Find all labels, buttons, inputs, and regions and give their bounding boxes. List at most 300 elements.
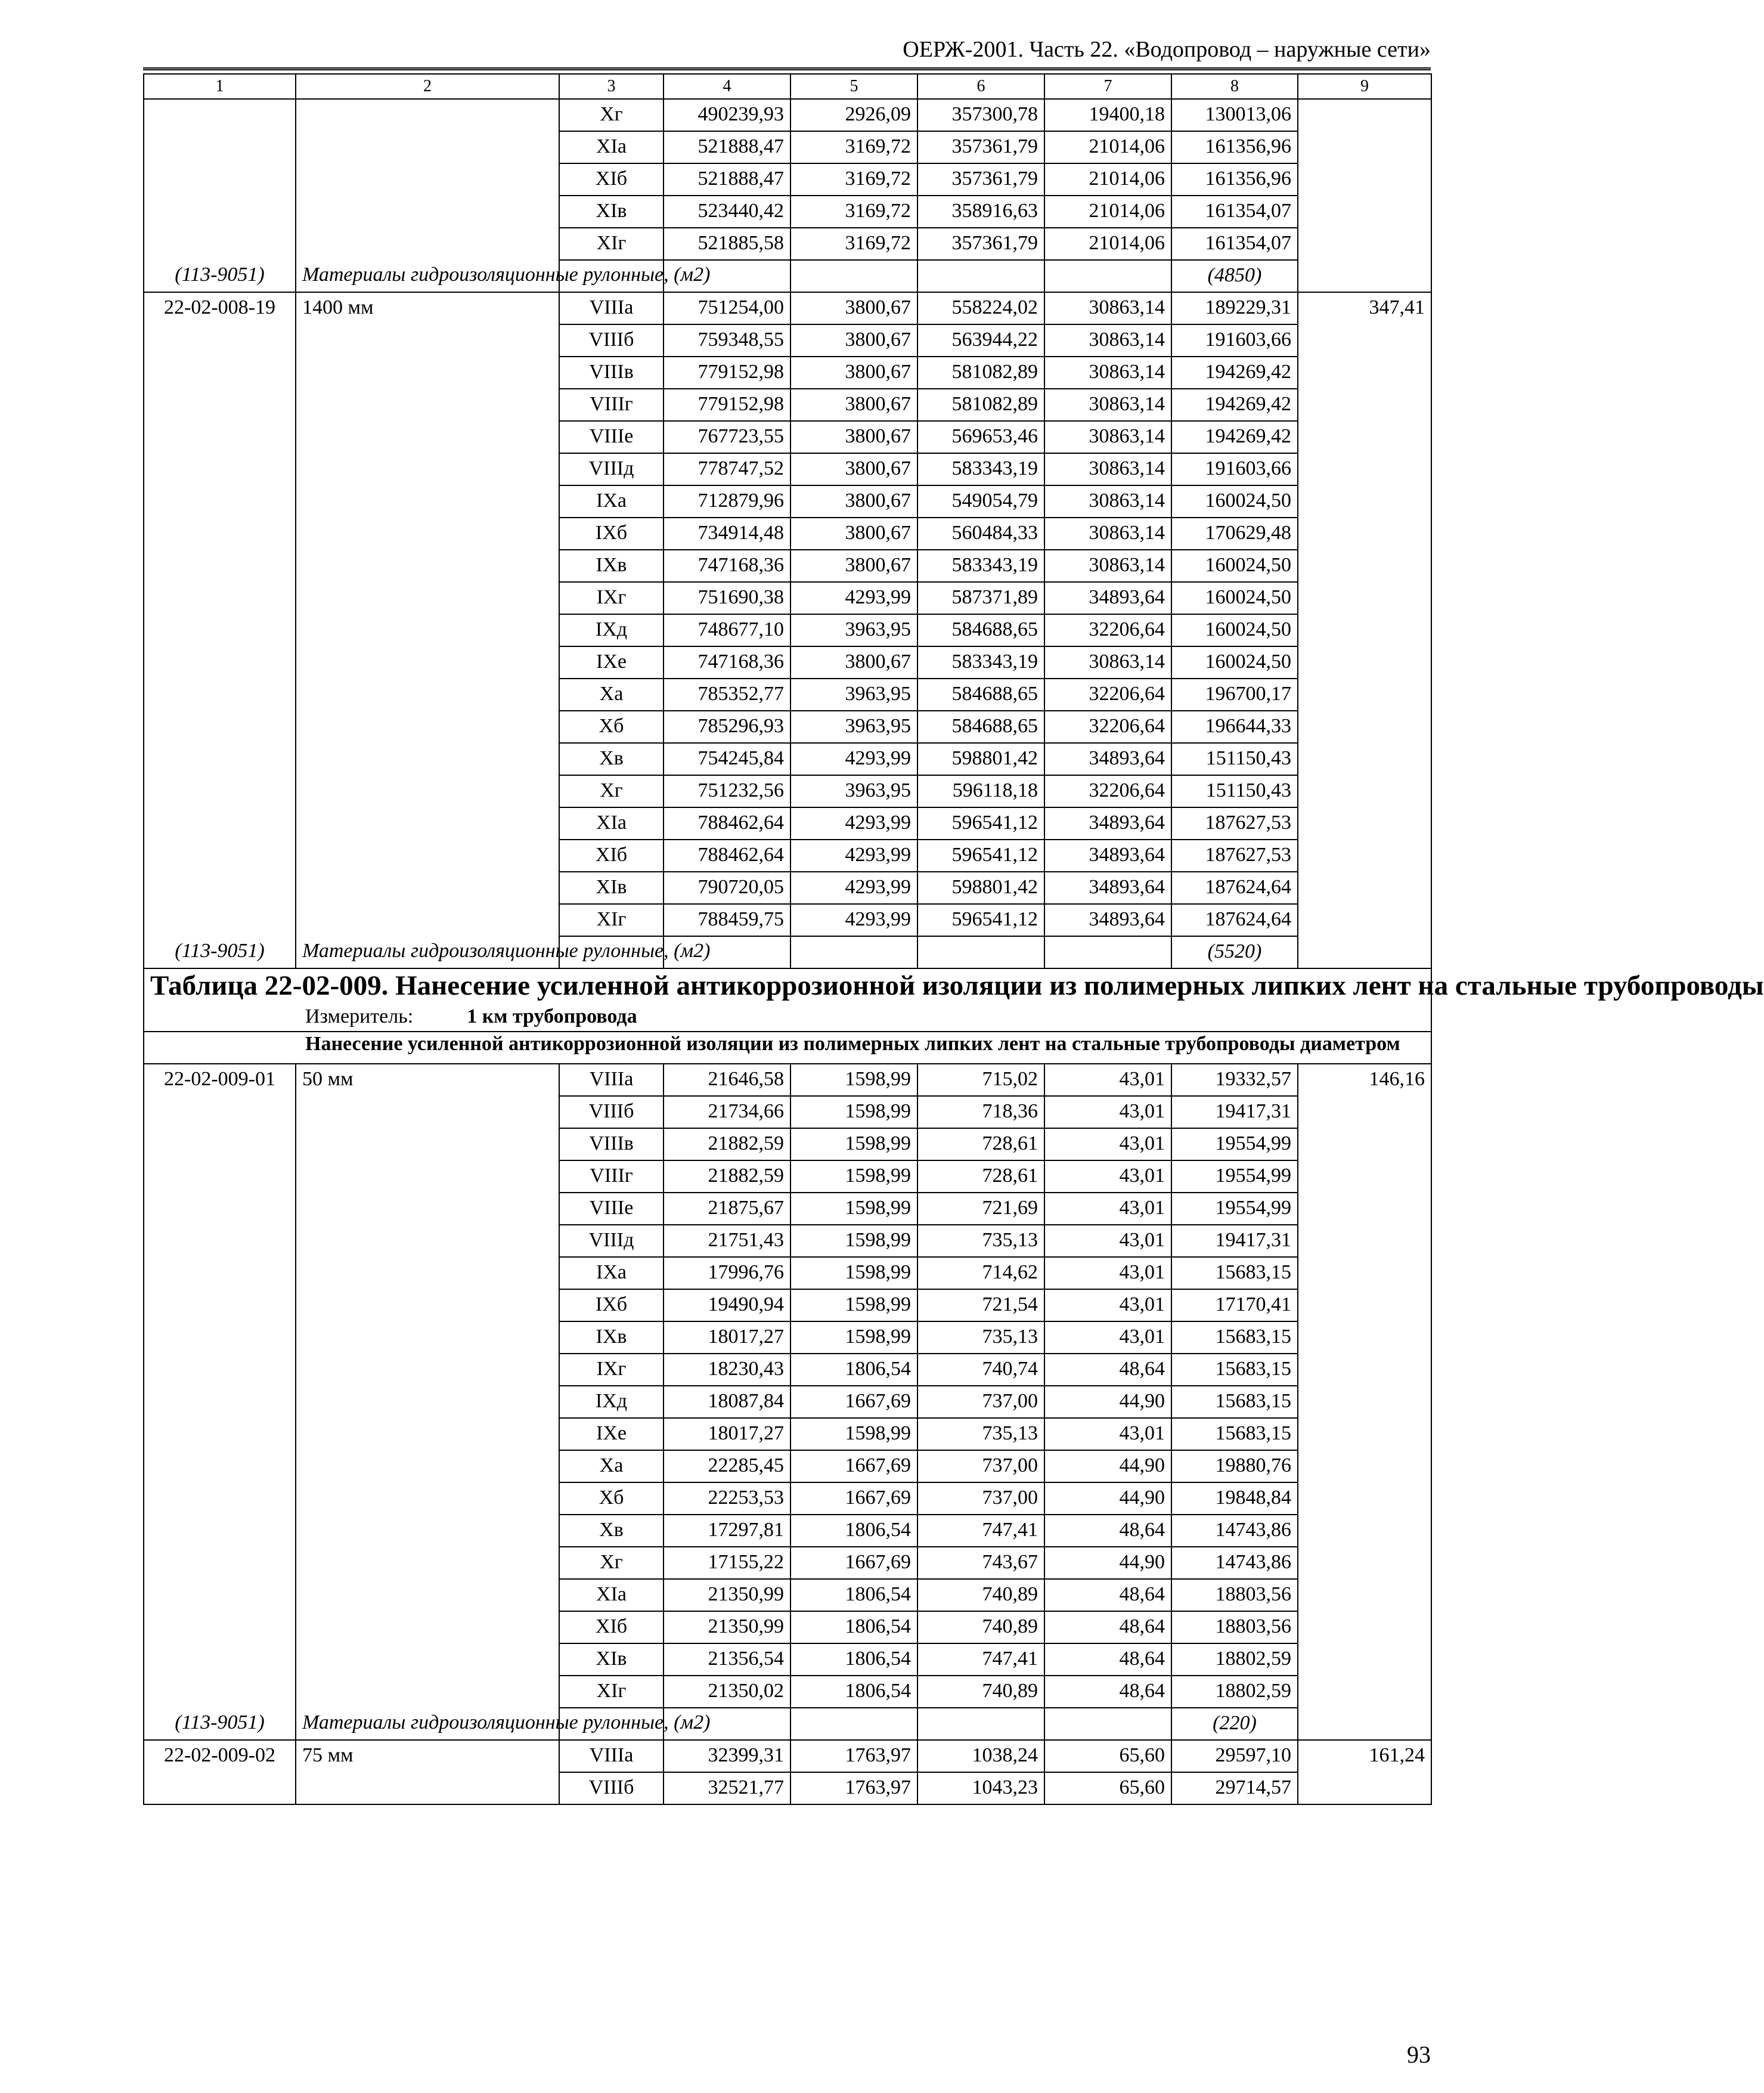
value-cell: 15683,15 — [1171, 1418, 1298, 1450]
col9-value: 161,24 — [1298, 1740, 1431, 1804]
value-cell: 22253,53 — [664, 1482, 790, 1515]
value-cell: 48,64 — [1044, 1354, 1171, 1386]
value-cell: 569653,46 — [917, 421, 1044, 453]
value-cell: 191603,66 — [1171, 324, 1298, 357]
value-cell: 1598,99 — [790, 1289, 917, 1321]
value-cell: 151150,43 — [1171, 743, 1298, 775]
zone-cell: VIIIе — [559, 1193, 664, 1225]
zone-cell: VIIIв — [559, 357, 664, 389]
zone-cell: XIа — [559, 131, 664, 163]
value-cell: 43,01 — [1044, 1418, 1171, 1450]
value-cell: 34893,64 — [1044, 904, 1171, 936]
column-number: 2 — [296, 74, 559, 99]
value-cell: 767723,55 — [664, 421, 790, 453]
value-cell: 721,54 — [917, 1289, 1044, 1321]
zone-cell: IXг — [559, 1354, 664, 1386]
zone-cell: XIа — [559, 1579, 664, 1611]
value-cell: 19880,76 — [1171, 1450, 1298, 1482]
value-cell: 1806,54 — [790, 1611, 917, 1643]
value-cell: 21646,58 — [664, 1064, 790, 1096]
zone-cell: IXв — [559, 1321, 664, 1354]
value-cell: 558224,02 — [917, 292, 1044, 324]
empty-cell — [917, 1708, 1044, 1740]
table-row — [144, 99, 1431, 131]
value-cell: 1806,54 — [790, 1643, 917, 1676]
value-cell: 596118,18 — [917, 775, 1044, 807]
value-cell: 3169,72 — [790, 163, 917, 196]
zone-cell: IXе — [559, 1418, 664, 1450]
value-cell: 490239,93 — [664, 99, 790, 131]
zone-cell: IXа — [559, 1257, 664, 1289]
value-cell: 1598,99 — [790, 1096, 917, 1128]
value-cell: 583343,19 — [917, 646, 1044, 679]
material-code: (113-9051) — [144, 936, 296, 968]
value-cell: 21350,99 — [664, 1579, 790, 1611]
value-cell: 596541,12 — [917, 807, 1044, 840]
empty-cell — [1044, 936, 1171, 968]
value-cell: 779152,98 — [664, 357, 790, 389]
item-name: 50 мм — [296, 1064, 559, 1708]
value-cell: 721,69 — [917, 1193, 1044, 1225]
rate-code: 22-02-008-19 — [144, 292, 296, 936]
value-cell: 15683,15 — [1171, 1321, 1298, 1354]
value-cell: 747168,36 — [664, 646, 790, 679]
value-cell: 3963,95 — [790, 614, 917, 646]
zone-cell: IXе — [559, 646, 664, 679]
value-cell: 21734,66 — [664, 1096, 790, 1128]
value-cell: 18017,27 — [664, 1418, 790, 1450]
value-cell: 19417,31 — [1171, 1225, 1298, 1257]
value-cell: 21882,59 — [664, 1128, 790, 1160]
table-row — [144, 292, 1431, 324]
value-cell: 1667,69 — [790, 1482, 917, 1515]
zone-cell: Xа — [559, 679, 664, 711]
value-cell: 778747,52 — [664, 453, 790, 485]
value-cell: 728,61 — [917, 1160, 1044, 1193]
empty-cell — [917, 936, 1044, 968]
value-cell: 779152,98 — [664, 389, 790, 421]
empty-cell — [1044, 1708, 1171, 1740]
value-cell: 18230,43 — [664, 1354, 790, 1386]
value-cell: 34893,64 — [1044, 807, 1171, 840]
value-cell: 21350,99 — [664, 1611, 790, 1643]
value-cell: 715,02 — [917, 1064, 1044, 1096]
value-cell: 14743,86 — [1171, 1547, 1298, 1579]
value-cell: 160024,50 — [1171, 646, 1298, 679]
value-cell: 521888,47 — [664, 131, 790, 163]
material-row — [144, 260, 1431, 292]
value-cell: 583343,19 — [917, 453, 1044, 485]
value-cell: 751690,38 — [664, 582, 790, 614]
value-cell: 43,01 — [1044, 1128, 1171, 1160]
value-cell: 32206,64 — [1044, 711, 1171, 743]
value-cell: 32206,64 — [1044, 775, 1171, 807]
value-cell: 1598,99 — [790, 1225, 917, 1257]
value-cell: 15683,15 — [1171, 1354, 1298, 1386]
zone-cell: IXд — [559, 1386, 664, 1418]
empty-cell — [1044, 260, 1171, 292]
empty-cell — [790, 260, 917, 292]
zone-cell: IXа — [559, 485, 664, 518]
value-cell: 1598,99 — [790, 1064, 917, 1096]
value-cell: 754245,84 — [664, 743, 790, 775]
zone-cell: Xг — [559, 99, 664, 131]
value-cell: 740,89 — [917, 1579, 1044, 1611]
value-cell: 196644,33 — [1171, 711, 1298, 743]
value-cell: 3800,67 — [790, 357, 917, 389]
item-name: 1400 мм — [296, 292, 559, 936]
zone-cell: XIб — [559, 163, 664, 196]
value-cell: 187627,53 — [1171, 807, 1298, 840]
value-cell: 48,64 — [1044, 1676, 1171, 1708]
value-cell: 563944,22 — [917, 324, 1044, 357]
rate-code — [144, 99, 296, 260]
value-cell: 15683,15 — [1171, 1386, 1298, 1418]
material-value: (4850) — [1171, 260, 1298, 292]
page-header: ОЕРЖ-2001. Часть 22. «Водопровод – наружные сети» — [903, 37, 1431, 62]
value-cell: 65,60 — [1044, 1740, 1171, 1772]
zone-cell: XIв — [559, 872, 664, 904]
value-cell: 32206,64 — [1044, 679, 1171, 711]
col9-value — [1298, 99, 1431, 292]
value-cell: 3963,95 — [790, 711, 917, 743]
value-cell: 581082,89 — [917, 357, 1044, 389]
table-title-row — [144, 968, 1431, 1032]
zone-cell: Xб — [559, 711, 664, 743]
value-cell: 48,64 — [1044, 1643, 1171, 1676]
zone-cell: Xг — [559, 1547, 664, 1579]
zone-cell: VIIIе — [559, 421, 664, 453]
value-cell: 584688,65 — [917, 711, 1044, 743]
value-cell: 581082,89 — [917, 389, 1044, 421]
value-cell: 735,13 — [917, 1418, 1044, 1450]
table-title-cell — [144, 968, 1764, 1032]
column-number: 9 — [1298, 74, 1431, 99]
value-cell: 34893,64 — [1044, 872, 1171, 904]
value-cell: 714,62 — [917, 1257, 1044, 1289]
value-cell: 3800,67 — [790, 550, 917, 582]
value-cell: 358916,63 — [917, 196, 1044, 228]
value-cell: 751232,56 — [664, 775, 790, 807]
empty-cell — [917, 260, 1044, 292]
header-rule — [143, 67, 1431, 70]
value-cell: 549054,79 — [917, 485, 1044, 518]
value-cell: 743,67 — [917, 1547, 1044, 1579]
value-cell: 43,01 — [1044, 1257, 1171, 1289]
zone-cell: XIв — [559, 196, 664, 228]
value-cell: 30863,14 — [1044, 453, 1171, 485]
zone-cell: Xа — [559, 1450, 664, 1482]
value-cell: 1598,99 — [790, 1321, 917, 1354]
value-cell: 357361,79 — [917, 131, 1044, 163]
value-cell: 34893,64 — [1044, 840, 1171, 872]
value-cell: 1598,99 — [790, 1128, 917, 1160]
value-cell: 15683,15 — [1171, 1257, 1298, 1289]
value-cell: 18802,59 — [1171, 1676, 1298, 1708]
material-name: Материалы гидроизоляционные рулонные, (м2) — [296, 260, 559, 292]
value-cell: 48,64 — [1044, 1611, 1171, 1643]
value-cell: 187624,64 — [1171, 904, 1298, 936]
value-cell: 43,01 — [1044, 1096, 1171, 1128]
value-cell: 751254,00 — [664, 292, 790, 324]
value-cell: 1598,99 — [790, 1193, 917, 1225]
item-name — [296, 99, 559, 260]
column-number: 7 — [1044, 74, 1171, 99]
value-cell: 740,74 — [917, 1354, 1044, 1386]
material-value: (5520) — [1171, 936, 1298, 968]
zone-cell: XIг — [559, 1676, 664, 1708]
zone-cell: XIг — [559, 228, 664, 260]
value-cell: 3800,67 — [790, 485, 917, 518]
value-cell: 3800,67 — [790, 646, 917, 679]
value-cell: 521888,47 — [664, 163, 790, 196]
value-cell: 21875,67 — [664, 1193, 790, 1225]
value-cell: 30863,14 — [1044, 389, 1171, 421]
value-cell: 19400,18 — [1044, 99, 1171, 131]
value-cell: 747,41 — [917, 1515, 1044, 1547]
value-cell: 357300,78 — [917, 99, 1044, 131]
zone-cell: VIIIб — [559, 1772, 664, 1804]
value-cell: 65,60 — [1044, 1772, 1171, 1804]
value-cell: 523440,42 — [664, 196, 790, 228]
value-cell: 747,41 — [917, 1643, 1044, 1676]
value-cell: 43,01 — [1044, 1321, 1171, 1354]
value-cell: 18802,59 — [1171, 1643, 1298, 1676]
value-cell: 735,13 — [917, 1225, 1044, 1257]
value-cell: 21014,06 — [1044, 131, 1171, 163]
table-subtitle: Нанесение усиленной антикоррозионной изоляции из полимерных липких лент на стальные трубопроводы диаметром — [305, 1033, 1400, 1055]
zone-cell: IXб — [559, 518, 664, 550]
value-cell: 161354,07 — [1171, 228, 1298, 260]
zone-cell: XIб — [559, 840, 664, 872]
value-cell: 3169,72 — [790, 131, 917, 163]
value-cell: 29714,57 — [1171, 1772, 1298, 1804]
measure-value: 1 км трубопровода — [467, 1005, 637, 1027]
value-cell: 21751,43 — [664, 1225, 790, 1257]
value-cell: 30863,14 — [1044, 518, 1171, 550]
value-cell: 583343,19 — [917, 550, 1044, 582]
zone-cell: VIIIб — [559, 1096, 664, 1128]
value-cell: 130013,06 — [1171, 99, 1298, 131]
value-cell: 4293,99 — [790, 743, 917, 775]
value-cell: 17996,76 — [664, 1257, 790, 1289]
value-cell: 44,90 — [1044, 1386, 1171, 1418]
value-cell: 43,01 — [1044, 1160, 1171, 1193]
value-cell: 19554,99 — [1171, 1193, 1298, 1225]
value-cell: 19417,31 — [1171, 1096, 1298, 1128]
value-cell: 3800,67 — [790, 421, 917, 453]
table-subtitle-cell — [144, 1032, 1431, 1064]
item-name: 75 мм — [296, 1740, 559, 1804]
value-cell: 1038,24 — [917, 1740, 1044, 1772]
value-cell: 30863,14 — [1044, 421, 1171, 453]
value-cell: 596541,12 — [917, 840, 1044, 872]
material-value: (220) — [1171, 1708, 1298, 1740]
value-cell: 17170,41 — [1171, 1289, 1298, 1321]
value-cell: 1806,54 — [790, 1579, 917, 1611]
value-cell: 44,90 — [1044, 1547, 1171, 1579]
zone-cell: VIIIг — [559, 389, 664, 421]
column-number: 8 — [1171, 74, 1298, 99]
column-number: 6 — [917, 74, 1044, 99]
value-cell: 18803,56 — [1171, 1579, 1298, 1611]
value-cell: 4293,99 — [790, 840, 917, 872]
value-cell: 718,36 — [917, 1096, 1044, 1128]
table-row — [144, 1740, 1431, 1772]
value-cell: 30863,14 — [1044, 646, 1171, 679]
value-cell: 759348,55 — [664, 324, 790, 357]
value-cell: 3800,67 — [790, 292, 917, 324]
value-cell: 735,13 — [917, 1321, 1044, 1354]
value-cell: 3169,72 — [790, 196, 917, 228]
value-cell: 161356,96 — [1171, 163, 1298, 196]
value-cell: 521885,58 — [664, 228, 790, 260]
page-number: 93 — [1407, 2041, 1431, 2068]
value-cell: 1043,23 — [917, 1772, 1044, 1804]
empty-cell — [790, 936, 917, 968]
value-cell: 1806,54 — [790, 1515, 917, 1547]
value-cell: 1598,99 — [790, 1257, 917, 1289]
value-cell: 30863,14 — [1044, 550, 1171, 582]
zone-cell: XIг — [559, 904, 664, 936]
zone-cell: VIIIб — [559, 324, 664, 357]
material-code: (113-9051) — [144, 1708, 296, 1740]
value-cell: 21014,06 — [1044, 196, 1171, 228]
value-cell: 1763,97 — [790, 1772, 917, 1804]
value-cell: 21882,59 — [664, 1160, 790, 1193]
value-cell: 19554,99 — [1171, 1160, 1298, 1193]
value-cell: 3800,67 — [790, 324, 917, 357]
value-cell: 3963,95 — [790, 775, 917, 807]
value-cell: 32521,77 — [664, 1772, 790, 1804]
value-cell: 21014,06 — [1044, 228, 1171, 260]
zone-cell: XIа — [559, 807, 664, 840]
value-cell: 788459,75 — [664, 904, 790, 936]
column-number: 4 — [664, 74, 790, 99]
value-cell: 4293,99 — [790, 872, 917, 904]
value-cell: 43,01 — [1044, 1193, 1171, 1225]
value-cell: 1806,54 — [790, 1354, 917, 1386]
material-name: Материалы гидроизоляционные рулонные, (м2) — [296, 936, 559, 968]
value-cell: 3169,72 — [790, 228, 917, 260]
value-cell: 44,90 — [1044, 1482, 1171, 1515]
value-cell: 170629,48 — [1171, 518, 1298, 550]
value-cell: 19490,94 — [664, 1289, 790, 1321]
material-row — [144, 936, 1431, 968]
value-cell: 785296,93 — [664, 711, 790, 743]
table-title: Таблица 22-02-009. Нанесение усиленной антикоррозионной изоляции из полимерных липких лент на стальные трубопроводы — [150, 970, 1764, 1001]
value-cell: 17297,81 — [664, 1515, 790, 1547]
value-cell: 4293,99 — [790, 904, 917, 936]
value-cell: 43,01 — [1044, 1064, 1171, 1096]
value-cell: 44,90 — [1044, 1450, 1171, 1482]
value-cell: 160024,50 — [1171, 582, 1298, 614]
value-cell: 737,00 — [917, 1482, 1044, 1515]
zone-cell: VIIIд — [559, 453, 664, 485]
zone-cell: XIб — [559, 1611, 664, 1643]
material-code: (113-9051) — [144, 260, 296, 292]
value-cell: 1667,69 — [790, 1386, 917, 1418]
value-cell: 748677,10 — [664, 614, 790, 646]
value-cell: 737,00 — [917, 1450, 1044, 1482]
value-cell: 34893,64 — [1044, 582, 1171, 614]
zone-cell: VIIIа — [559, 1064, 664, 1096]
value-cell: 1806,54 — [790, 1676, 917, 1708]
value-cell: 740,89 — [917, 1611, 1044, 1643]
zone-cell: IXб — [559, 1289, 664, 1321]
value-cell: 194269,42 — [1171, 389, 1298, 421]
value-cell: 29597,10 — [1171, 1740, 1298, 1772]
value-cell: 3800,67 — [790, 389, 917, 421]
zone-cell: IXд — [559, 614, 664, 646]
value-cell: 1667,69 — [790, 1547, 917, 1579]
value-cell: 160024,50 — [1171, 550, 1298, 582]
value-cell: 196700,17 — [1171, 679, 1298, 711]
value-cell: 151150,43 — [1171, 775, 1298, 807]
value-cell: 189229,31 — [1171, 292, 1298, 324]
value-cell: 17155,22 — [664, 1547, 790, 1579]
value-cell: 1598,99 — [790, 1160, 917, 1193]
zone-cell: Xг — [559, 775, 664, 807]
table-subtitle-row — [144, 1032, 1431, 1064]
value-cell: 740,89 — [917, 1676, 1044, 1708]
value-cell: 4293,99 — [790, 582, 917, 614]
value-cell: 790720,05 — [664, 872, 790, 904]
value-cell: 598801,42 — [917, 872, 1044, 904]
zone-cell: VIIIа — [559, 1740, 664, 1772]
rate-code: 22-02-009-01 — [144, 1064, 296, 1708]
value-cell: 14743,86 — [1171, 1515, 1298, 1547]
zone-cell: XIв — [559, 1643, 664, 1676]
value-cell: 22285,45 — [664, 1450, 790, 1482]
value-cell: 30863,14 — [1044, 485, 1171, 518]
value-cell: 194269,42 — [1171, 421, 1298, 453]
value-cell: 32399,31 — [664, 1740, 790, 1772]
value-cell: 357361,79 — [917, 228, 1044, 260]
value-cell: 161356,96 — [1171, 131, 1298, 163]
value-cell: 187627,53 — [1171, 840, 1298, 872]
value-cell: 357361,79 — [917, 163, 1044, 196]
col9-value: 146,16 — [1298, 1064, 1431, 1740]
value-cell: 598801,42 — [917, 743, 1044, 775]
value-cell: 728,61 — [917, 1128, 1044, 1160]
zone-cell: VIIIг — [559, 1160, 664, 1193]
table-row — [144, 1064, 1431, 1096]
value-cell: 19848,84 — [1171, 1482, 1298, 1515]
value-cell: 734914,48 — [664, 518, 790, 550]
value-cell: 160024,50 — [1171, 614, 1298, 646]
value-cell: 1763,97 — [790, 1740, 917, 1772]
value-cell: 3800,67 — [790, 453, 917, 485]
value-cell: 3800,67 — [790, 518, 917, 550]
value-cell: 18017,27 — [664, 1321, 790, 1354]
value-cell: 48,64 — [1044, 1515, 1171, 1547]
empty-cell — [790, 1708, 917, 1740]
value-cell: 161354,07 — [1171, 196, 1298, 228]
value-cell: 21356,54 — [664, 1643, 790, 1676]
zone-cell: Xб — [559, 1482, 664, 1515]
column-number: 1 — [144, 74, 296, 99]
value-cell: 30863,14 — [1044, 357, 1171, 389]
zone-cell: VIIIв — [559, 1128, 664, 1160]
value-cell: 160024,50 — [1171, 485, 1298, 518]
value-cell: 32206,64 — [1044, 614, 1171, 646]
value-cell: 584688,65 — [917, 679, 1044, 711]
value-cell: 560484,33 — [917, 518, 1044, 550]
value-cell: 1598,99 — [790, 1418, 917, 1450]
value-cell: 788462,64 — [664, 807, 790, 840]
value-cell: 30863,14 — [1044, 292, 1171, 324]
